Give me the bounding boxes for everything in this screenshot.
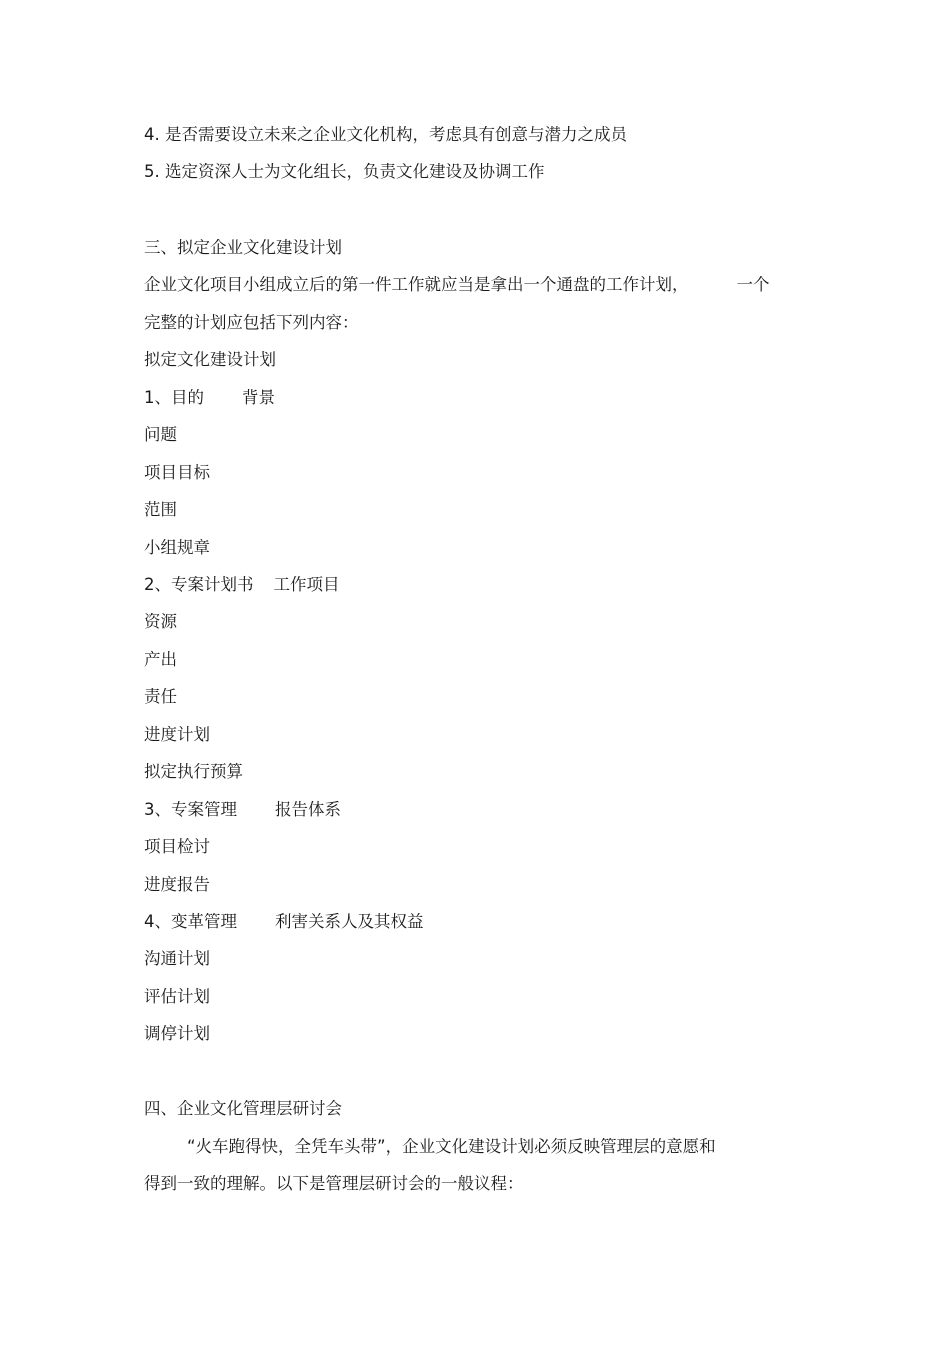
plan-subitem: 项目目标 <box>144 463 210 482</box>
plan-item-sub: 报告体系 <box>275 800 341 819</box>
plan-subitem: 进度报告 <box>144 875 210 894</box>
plan-title: 拟定文化建设计划 <box>144 350 276 369</box>
plan-item-3 <box>144 798 341 822</box>
plan-subitem: 进度计划 <box>144 725 210 744</box>
plan-subitem: 资源 <box>144 612 177 631</box>
plan-subitem: 小组规章 <box>144 538 210 557</box>
paragraph-line: 完整的计划应包括下列内容： <box>144 313 359 332</box>
paragraph-line: “火车跑得快，全凭车头带”，企业文化建设计划必须反映管理层的意愿和 <box>187 1137 716 1156</box>
plan-subitem: 产出 <box>144 650 177 669</box>
plan-subitem: 沟通计划 <box>144 949 210 968</box>
paragraph-text: 企业文化项目小组成立后的第一件工作就应当是拿出一个通盘的工作计划， <box>144 275 689 294</box>
paragraph-line: 得到一致的理解。以下是管理层研讨会的一般议程： <box>144 1174 524 1193</box>
plan-item-4 <box>144 910 424 934</box>
plan-subitem: 责任 <box>144 687 177 706</box>
plan-item-label: 2、专案计划书 <box>144 575 254 594</box>
plan-item-label: 4、变革管理 <box>144 912 237 931</box>
list-item-4: 4. 是否需要设立未来之企业文化机构，考虑具有创意与潜力之成员 <box>144 125 627 144</box>
plan-subitem: 项目检讨 <box>144 837 210 856</box>
plan-subitem: 评估计划 <box>144 987 210 1006</box>
plan-item-1 <box>144 386 275 410</box>
plan-subitem: 问题 <box>144 425 177 444</box>
plan-item-label: 3、专案管理 <box>144 800 237 819</box>
plan-item-sub: 利害关系人及其权益 <box>275 912 424 931</box>
plan-item-2 <box>144 573 340 597</box>
plan-subitem: 范围 <box>144 500 177 519</box>
paragraph-line <box>144 273 770 297</box>
plan-subitem: 拟定执行预算 <box>144 762 243 781</box>
plan-item-label: 1、目的 <box>144 388 204 407</box>
plan-item-sub: 工作项目 <box>273 575 340 594</box>
list-item-5: 5. 选定资深人士为文化组长，负责文化建设及协调工作 <box>144 162 545 181</box>
plan-item-sub: 背景 <box>242 388 275 407</box>
plan-subitem: 调停计划 <box>144 1024 210 1043</box>
paragraph-text-tail: 一个 <box>736 275 770 294</box>
section-heading-3: 三、拟定企业文化建设计划 <box>144 238 342 257</box>
section-heading-4: 四、企业文化管理层研讨会 <box>144 1099 342 1118</box>
